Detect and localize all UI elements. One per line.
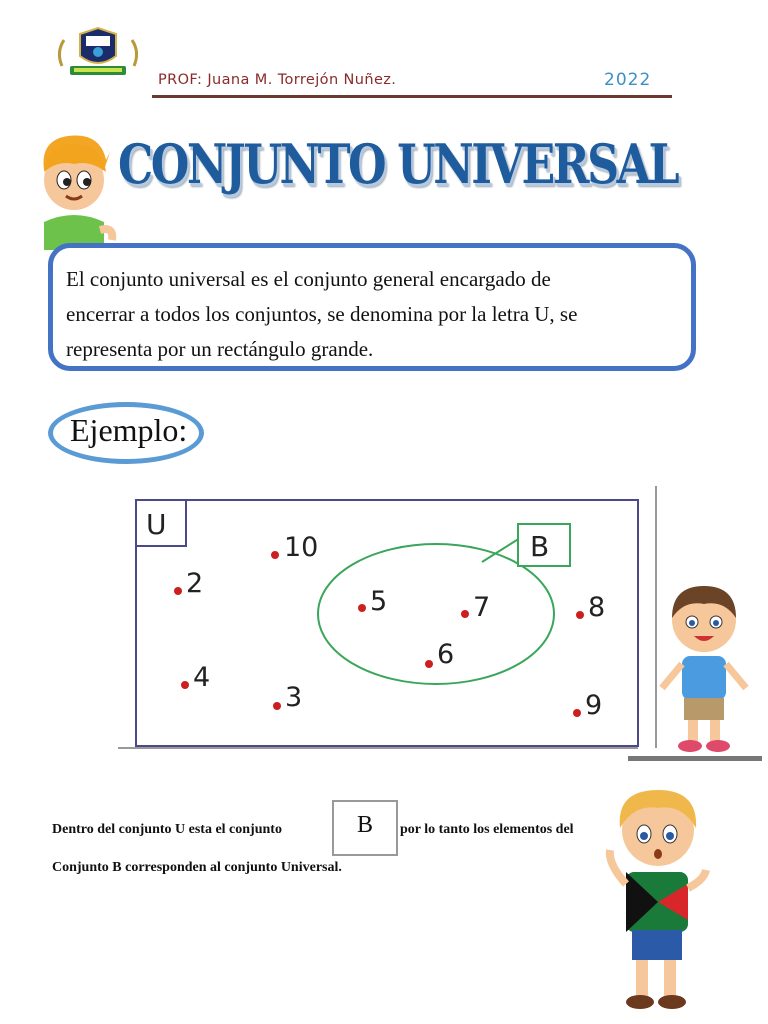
definition-text	[66, 262, 684, 367]
footer-line-1-end: por lo tanto los elementos del	[400, 822, 574, 837]
svg-text:2: 2	[186, 568, 204, 599]
example-label: Ejemplo:	[70, 412, 188, 448]
definition-line-1: El conjunto universal es el conjunto general encargado de	[66, 267, 551, 291]
definition-line-3: representa por un rectángulo grande.	[66, 337, 374, 361]
svg-text:9: 9	[585, 690, 603, 721]
footer-line-2: Conjunto B corresponden al conjunto Universal.	[52, 860, 342, 875]
set-b-box: B	[332, 800, 398, 856]
cartoon-boy-smiling	[654, 578, 754, 758]
page-title: CONJUNTO UNIVERSAL	[118, 132, 678, 196]
svg-text:6: 6	[437, 639, 455, 670]
year: 2022	[604, 70, 652, 90]
floor-line	[628, 756, 762, 761]
venn-diagram	[118, 486, 660, 752]
set-b-label: B	[530, 530, 550, 563]
svg-text:8: 8	[588, 592, 606, 623]
cartoon-boy-peeking	[30, 130, 120, 250]
header-divider	[152, 95, 672, 98]
svg-text:10: 10	[284, 532, 319, 563]
definition-line-2: encerrar a todos los conjuntos, se denomina por la letra U, se	[66, 302, 578, 326]
svg-text:5: 5	[370, 586, 388, 617]
svg-text:4: 4	[193, 662, 211, 693]
cartoon-boy-thinking	[598, 784, 716, 1016]
footer-line-1-start: Dentro del conjunto U esta el conjunto	[52, 822, 282, 837]
school-logo	[52, 26, 144, 80]
teacher-name: PROF: Juana M. Torrejón Nuñez.	[158, 72, 397, 88]
svg-text:7: 7	[473, 592, 491, 623]
universe-label: U	[146, 508, 167, 541]
svg-text:3: 3	[285, 682, 303, 713]
